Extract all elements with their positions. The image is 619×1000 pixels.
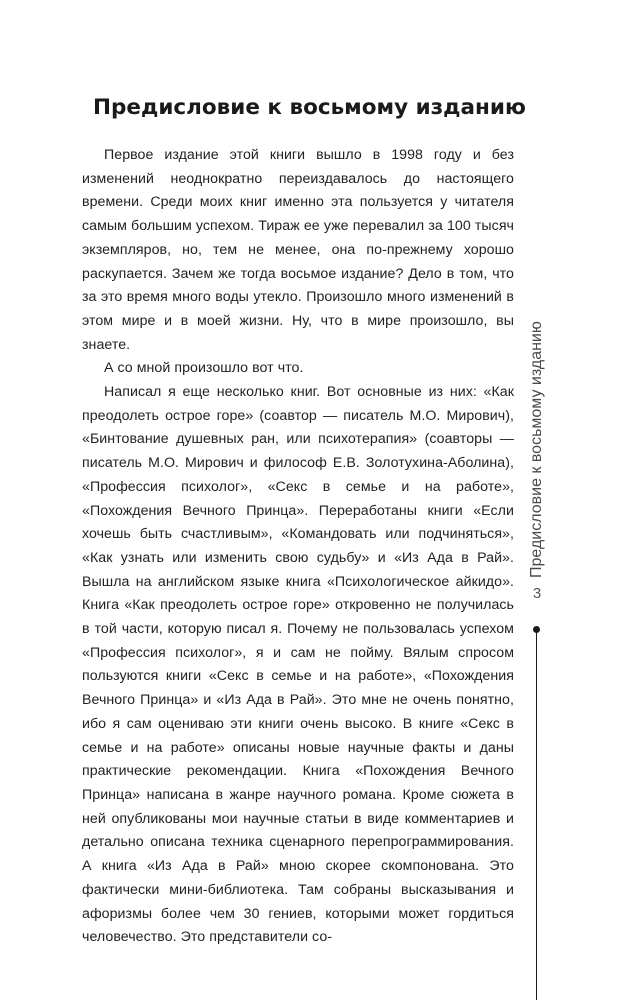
paragraph-2: А со мной произошло вот что. <box>104 360 304 377</box>
running-head: Предисловие к восьмому изданию <box>528 321 545 578</box>
margin-rule-line <box>536 630 537 1000</box>
body-text <box>82 144 514 950</box>
paragraph-1: Первое издание этой книги вышло в 1998 году и без изменений неоднократно переиздавалось до настоящего времени. Среди моих книг именно эта пользуется у читателя самым большим успехом. Тираж ее уже перевалил за 100 тысяч экземпляров, но, тем не менее, она по-прежнему хорошо раскупается. Зачем же тогда восьмое издание? Дело в том, что за это время много воды утекло. Произошло много изменений в этом мире и в моей жизни. Ну, что в мире произошло, вы знаете. <box>82 147 514 353</box>
paragraph-3: Написал я еще несколько книг. Вот основные из них: «Как преодолеть острое горе» (соавтор — писатель М.О. Мирович), «Бинтование душевных ран, или психотерапия» (соавторы — писатель М.О. Мирович и философ Е.В. Золотухина-Аболина), «Профессия психолог», «Секс в семье и на работе», «Похождения Вечного Принца». Переработаны книги «Если хочешь быть счастливым», «Командовать или подчиняться», «Как узнать или изменить свою судьбу» и «Из Ада в Рай». Вышла на английском языке книга «Психологическое айкидо». Книга «Как преодолеть острое горе» откровенно не получилась в той части, которую писал я. Почему не пользовалась успехом «Профессия психолог», я и сам не пойму. Вялым спросом пользуются книги «Секс в семье и на работе», «Похождения Вечного Принца» и «Из Ада в Рай». Это мне не очень понятно, ибо я сам оцениваю эти книги очень высоко. В книге «Секс в семье и на работе» описаны новые научные факты и даны практические рекомендации. Книга «Похождения Вечного Принца» написана в жанре научного романа. Кроме сюжета в ней опубликованы мои научные статьи в виде комментариев и детально описана техника сценарного перепрограммирования. А книга «Из Ада в Рай» мною скорее скомпонована. Это фактически мини-библиотека. Там собраны высказывания и афоризмы более чем 30 гениев, которыми может гордиться человечество. Это представители со- <box>82 384 514 946</box>
chapter-heading: Предисловие к восьмому изданию <box>93 95 526 120</box>
page-number: 3 <box>532 585 542 602</box>
